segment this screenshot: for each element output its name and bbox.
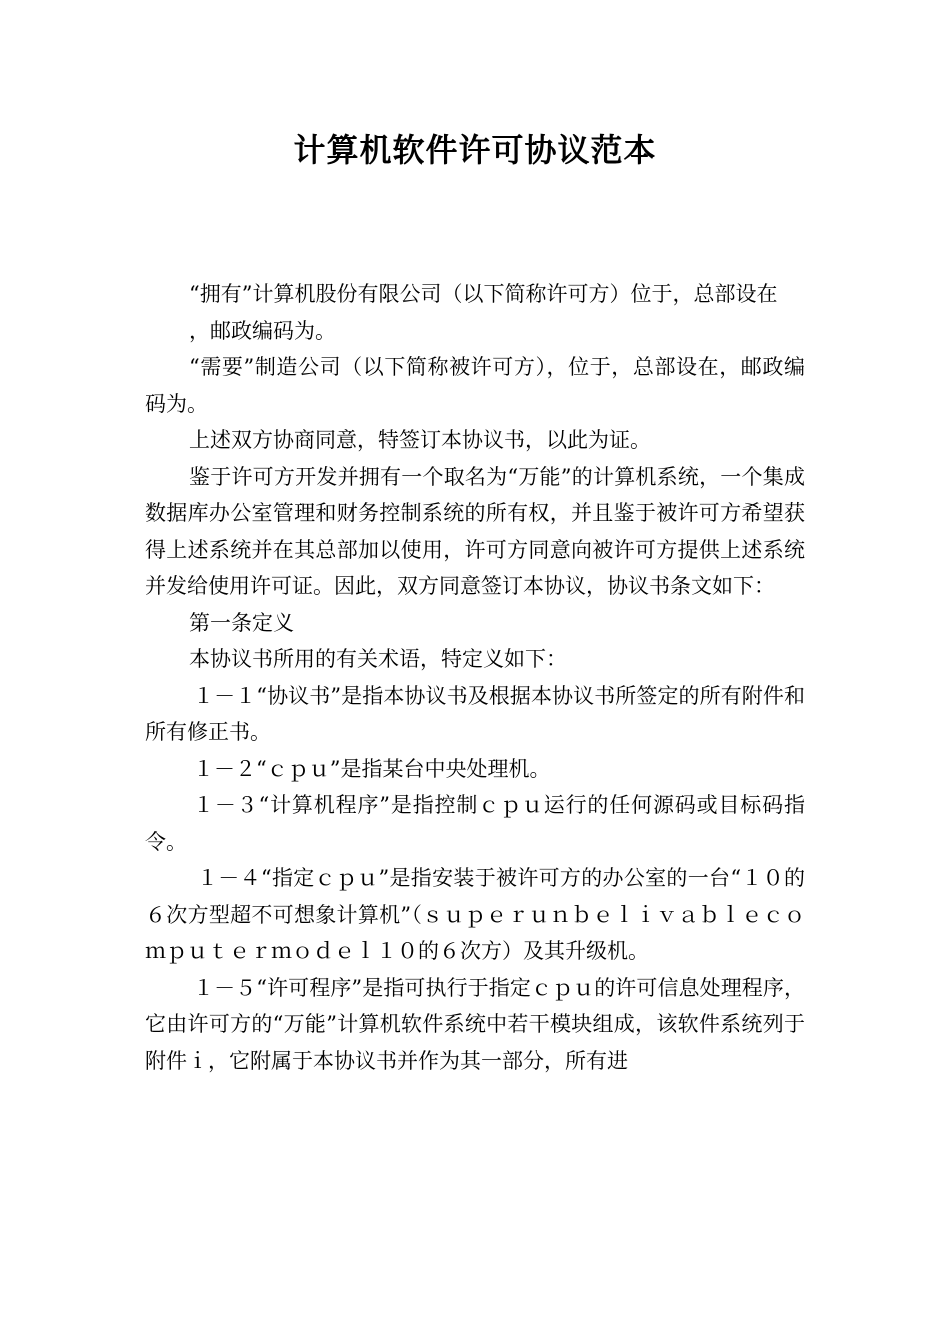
paragraph-parties-licensee: “需要”制造公司（以下简称被许可方），位于，总部设在，邮政编码为。: [145, 355, 805, 416]
definition-1-5: １－５“许可程序”是指可执行于指定ｃｐｕ的许可信息处理程序，它由许可方的“万能”计算机软件系统中若干模块组成，该软件系统列于附件ｉ，它附属于本协议书并作为其一部分，所有进: [145, 975, 805, 1073]
document-title: 计算机软件许可协议范本: [293, 131, 657, 169]
section-heading-article-1: 第一条定义: [189, 610, 294, 635]
paragraph-licensor-postcode: ，邮政编码为。: [189, 318, 336, 343]
definition-1-2: １－２“ｃｐｕ”是指某台中央处理机。: [193, 756, 551, 781]
definition-1-1: １－１“协议书”是指本协议书及根据本协议书所签定的所有附件和所有修正书。: [145, 683, 805, 744]
definition-1-3: １－３“计算机程序”是指控制ｃｐｕ运行的任何源码或目标码指令。: [145, 793, 805, 854]
document-body: [145, 276, 805, 1079]
paragraph-agreement-statement: 上述双方协商同意，特签订本协议书，以此为证。: [189, 428, 651, 452]
paragraph-definitions-intro: 本协议书所用的有关术语，特定义如下：: [189, 647, 567, 671]
paragraph-recitals: 鉴于许可方开发并拥有一个取名为“万能”的计算机系统，一个集成数据库办公室管理和财务控制系统的所有权，并且鉴于被许可方希望获得上述系统并在其总部加以使用，许可方同意向被许可方提供上述系统并发给使用许可证。因此，双方同意签订本协议，协议书条文如下：: [145, 464, 805, 598]
paragraph-parties-licensor: “拥有”计算机股份有限公司（以下简称许可方）位于，总部设在: [189, 282, 778, 306]
definition-1-4: １－４“指定ｃｐｕ”是指安装于被许可方的办公室的一台“１０的６次方型超不可想象计算机”（ｓｕｐｅｒｕｎｂｅｌｉｖａｂｌｅｃｏｍｐｕｔｅｒｍｏｄｅｌ１０的６次方）及其升级机。: [145, 866, 805, 963]
